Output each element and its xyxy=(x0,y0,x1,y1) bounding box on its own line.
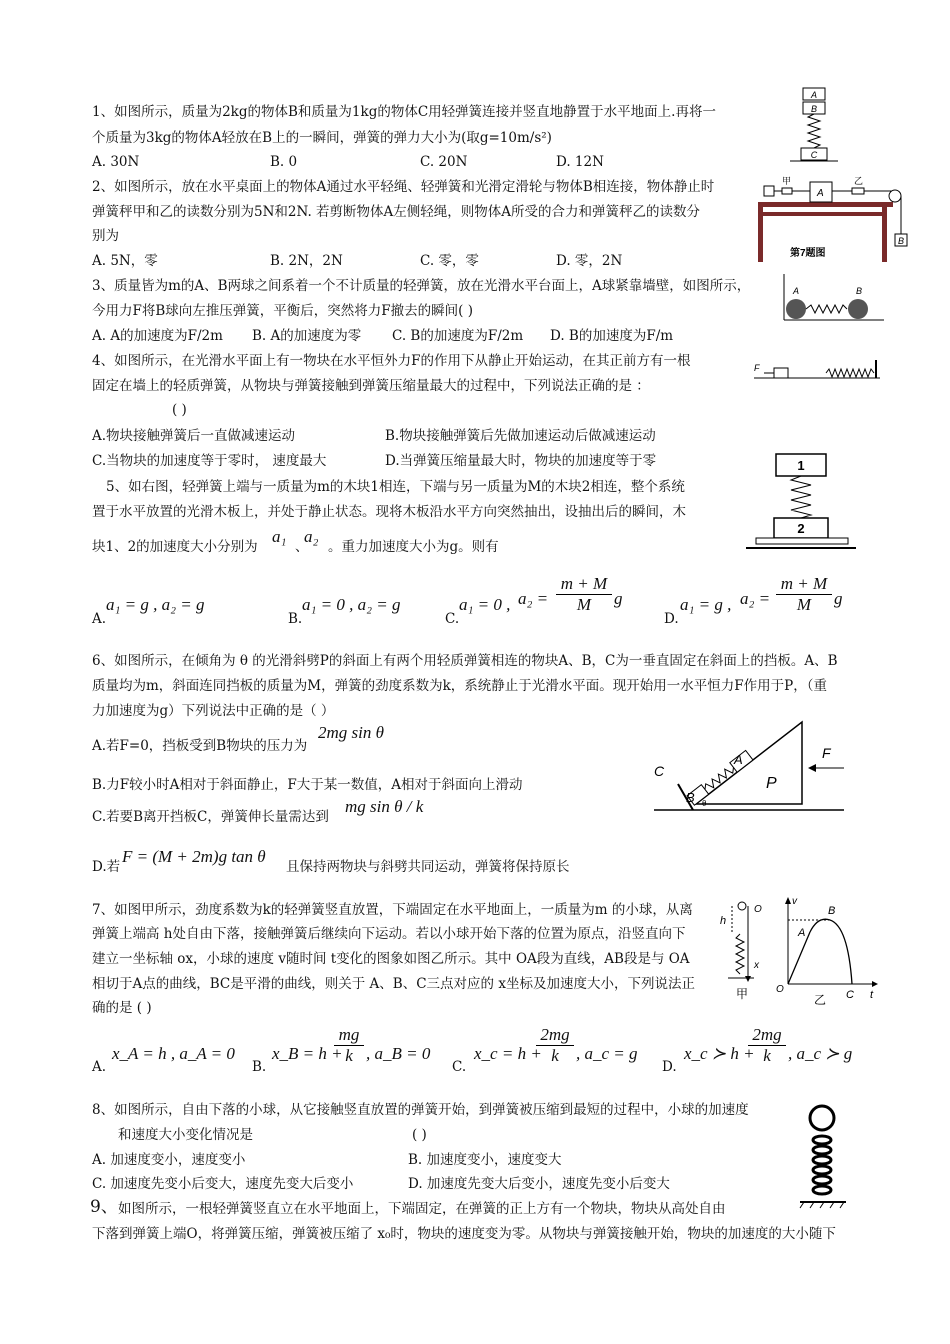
q4-line1: 4、如图所示，在光滑水平面上有一物块在水平恒外力F的作用下从静止开始运动，在其正前方有一根 xyxy=(92,353,691,369)
q8-ball xyxy=(810,1106,834,1130)
q3-line1: 3、质量皆为m的A、B两球之间系着一个不计质量的轻弹簧，放在光滑水平台面上，A球紧靠墙壁，如图所示， xyxy=(92,278,751,294)
q7-option-b-label: B. xyxy=(252,1059,267,1075)
q5-label-1: 1 xyxy=(797,458,805,473)
q6-line1: 6、如图所示，在倾角为 θ 的光滑斜劈P的斜面上有两个用轻质弹簧相连的物块A、B，C为一垂直固定在斜面上的挡板。A、B xyxy=(92,653,838,669)
q6-label-p: P xyxy=(766,775,777,792)
q1-option-d: D. 12N xyxy=(556,154,604,170)
q2-option-c: C. 零，零 xyxy=(420,253,479,269)
q7-label-t: t xyxy=(870,989,874,1001)
q6-figure xyxy=(648,714,848,820)
q7-label-jia: 甲 xyxy=(736,987,749,1001)
q7-option-d-math2: , a_c ≻ g xyxy=(788,1044,853,1063)
q5-option-d-math1: a₁ = g , xyxy=(680,595,732,614)
q5-option-c-fraction xyxy=(556,574,612,615)
q5-a2-symbol: a₂ xyxy=(304,527,319,546)
q8-spring-coil-4 xyxy=(813,1166,831,1174)
q5-line1: 5、如右图，轻弹簧上端与一质量为m的木块1相连，下端与另一质量为M的木块2相连，整个系统 xyxy=(106,479,685,495)
q7-line3: 建立一坐标轴 ox，小球的速度 v随时间 t变化的图象如图乙所示。其中 OA段为直线，AB段是与 OA xyxy=(92,951,690,967)
q2-label-yi: 乙 xyxy=(854,176,864,186)
q7-option-d-math1: x_c ≻ h + xyxy=(684,1044,755,1063)
q5-option-a-math: a₁ = g , a₂ = g xyxy=(106,595,205,614)
q5-option-c-numerator: m + M xyxy=(556,574,612,595)
q2-line3: 别为 xyxy=(92,228,119,244)
q2-label-b: B xyxy=(898,236,905,246)
q5-option-b-label: B. xyxy=(288,611,303,627)
q6-option-b: B.力F较小时A相对于斜面静止，F大于某一数值，A相对于斜面向上滑动 xyxy=(92,777,523,793)
q7-option-c-math1: x_c = h + xyxy=(474,1044,542,1063)
q5-line2: 置于水平放置的光滑木板上，并处于静止状态。现将木板沿水平方向突然抽出，设抽出后的瞬间，木 xyxy=(92,504,686,520)
q5-board xyxy=(756,538,848,544)
q4-option-b: B.物块接触弹簧后先做加速运动后做减速运动 xyxy=(385,428,656,444)
q9-line2: 下落到弹簧上端O，将弹簧压缩，弹簧被压缩了 x₀时，物块的速度变为零。从物块与弹簧接触开始，物块的加速度的大小随下 xyxy=(92,1226,836,1242)
q2-label-a: A xyxy=(817,188,824,199)
q6-option-c-math: mg sin θ / k xyxy=(345,797,424,816)
q4-option-c: C.当物块的加速度等于零时， 速度最大 xyxy=(92,453,327,469)
q7-curve-ab xyxy=(810,919,830,932)
q7-option-d-label: D. xyxy=(662,1059,677,1075)
q7-label-h: h xyxy=(720,915,727,927)
q3-option-c: C. B的加速度为F/2m xyxy=(392,328,524,344)
q5-label-2: 2 xyxy=(797,521,805,536)
q5-line3-start: 块1、2的加速度大小分别为 xyxy=(92,539,258,555)
q2-label-jia: 甲 xyxy=(782,176,792,186)
q7-line4: 相切于A点的曲线，BC是平滑的曲线，则关于 A、B、C三点对应的 x坐标及加速度大小，下列说法正 xyxy=(92,976,695,992)
q7-option-c-math2: , a_c = g xyxy=(576,1044,638,1063)
q2-figure-caption: 第7题图 xyxy=(790,248,826,259)
q6-label-theta: θ xyxy=(702,799,707,808)
q6-option-d-start: D.若 xyxy=(92,859,121,875)
q8-spring-coil-1 xyxy=(813,1136,831,1144)
q5-spring xyxy=(791,476,811,518)
q5-option-d-numerator: m + M xyxy=(776,574,832,595)
q4-answer-paren: ( ) xyxy=(172,402,187,418)
q7-line2: 弹簧上端高 h处自由下落，接触弹簧后继续向下运动。若以小球开始下落的位置为原点，沿竖直向下 xyxy=(92,926,686,942)
q1-label-b: B xyxy=(810,104,818,114)
q7-curve-oa xyxy=(788,932,810,984)
q5-option-d-math2: a₂ = xyxy=(740,589,771,608)
q1-label-a: A xyxy=(810,90,818,100)
q7-spring xyxy=(736,934,744,974)
q2-option-a: A. 5N，零 xyxy=(92,253,158,269)
q2-option-b: B. 2N，2N xyxy=(270,253,343,269)
q7-curve-bc xyxy=(830,920,852,984)
q6-force-arrowhead xyxy=(808,764,816,772)
q7-option-b-math2: , a_B = 0 xyxy=(366,1044,431,1063)
q7-label-o-jia: O xyxy=(754,904,762,915)
q2-figure xyxy=(752,172,912,264)
q5-option-d-denominator: M xyxy=(796,595,812,614)
q8-answer-paren: ( ) xyxy=(412,1127,427,1143)
q7-option-d-denominator: k xyxy=(763,1046,771,1065)
q5-option-c-math1: a₁ = 0 , xyxy=(459,595,511,614)
q2-table-top xyxy=(758,202,893,207)
q1-option-c: C. 20N xyxy=(420,154,468,170)
q5-option-c-denominator: M xyxy=(576,595,592,614)
q3-spring xyxy=(806,305,847,313)
q4-spring xyxy=(826,369,874,377)
q1-spring xyxy=(808,114,820,148)
q7-option-c-label: C. xyxy=(452,1059,467,1075)
q7-option-c-numerator: 2mg xyxy=(536,1025,574,1046)
q7-option-d-fraction xyxy=(748,1025,786,1066)
q2-pulley xyxy=(889,190,901,202)
q6-label-a: A xyxy=(734,752,743,767)
q7-ball xyxy=(738,902,746,910)
q6-label-c: C xyxy=(654,763,665,779)
q4-block xyxy=(774,368,788,378)
q5-figure xyxy=(744,450,858,560)
q6-option-d-math: F = (M + 2m)g tan θ xyxy=(122,847,266,866)
q8-spring-coil-3 xyxy=(813,1156,831,1164)
q7-figure xyxy=(718,892,882,1006)
q3-option-a: A. A的加速度为F/2m xyxy=(92,328,223,344)
q5-option-b-math: a₁ = 0 , a₂ = g xyxy=(302,595,401,614)
q7-v-axis-arrowhead xyxy=(785,897,791,904)
q6-line3: 力加速度为g）下列说法中正确的是（ ） xyxy=(92,703,335,719)
q7-option-c-denominator: k xyxy=(551,1046,559,1065)
q7-label-b: B xyxy=(828,905,836,917)
q8-option-b: B. 加速度变小，速度变大 xyxy=(408,1152,562,1168)
q2-scale-yi xyxy=(852,188,864,194)
q6-option-d-end: 且保持两物块与斜劈共同运动，弹簧将保持原长 xyxy=(286,859,570,875)
q9-line1: 如图所示，一根轻弹簧竖直立在水平地面上，下端固定，在弹簧的正上方有一个物块，物块从高处自由 xyxy=(118,1201,726,1217)
q2-line2: 弹簧秤甲和乙的读数分别为5N和2N. 若剪断物体A左侧轻绳，则物体A所受的合力和弹簧秤乙的读数分 xyxy=(92,204,701,220)
q2-line1: 2、如图所示，放在水平桌面上的物体A通过水平轻绳、轻弹簧和光滑定滑轮与物体B相连接，物体静止时 xyxy=(92,179,715,195)
q7-label-c: C xyxy=(846,989,854,1001)
q3-option-d: D. B的加速度为F/m xyxy=(550,328,674,344)
q7-label-v: v xyxy=(792,896,797,907)
q6-label-b: B xyxy=(686,790,695,805)
q1-line1: 1、如图所示，质量为2kg的物体B和质量为1kg的物体C用轻弹簧连接并竖直地静置于水平地面上.再将一 xyxy=(92,104,716,120)
q5-option-d-fraction xyxy=(776,574,832,615)
q7-t-axis-arrowhead xyxy=(872,981,878,987)
q7-option-c-fraction xyxy=(536,1025,574,1066)
q5-option-c-label: C. xyxy=(445,611,460,627)
q5-option-c-math2: a₂ = xyxy=(518,589,549,608)
q5-option-d-g: g xyxy=(834,589,843,608)
q8-line2: 和速度大小变化情况是 xyxy=(118,1127,253,1143)
q5-a1-symbol: a₁ xyxy=(272,527,287,546)
q6-line2: 质量均为m，斜面连同挡板的质量为M，弹簧的劲度系数为k，系统静止于光滑水平面。现开始用一水平恒力F作用于P，（重 xyxy=(92,678,828,694)
q5-option-d-label: D. xyxy=(664,611,679,627)
q7-line1: 7、如图甲所示，劲度系数为k的轻弹簧竖直放置，下端固定在水平地面上，一质量为m 的小球，从离 xyxy=(92,902,693,918)
q8-spring-coil-5 xyxy=(813,1176,831,1184)
q7-option-b-numerator: mg xyxy=(334,1025,364,1046)
q7-option-b-math1: x_B = h + xyxy=(272,1044,343,1063)
q3-option-b: B. A的加速度为零 xyxy=(252,328,362,344)
q7-option-a-label: A. xyxy=(92,1059,107,1075)
q8-option-d: D. 加速度先变大后变小，速度先变小后变大 xyxy=(408,1176,670,1192)
q4-label-f: F xyxy=(754,363,760,373)
q1-label-c: C xyxy=(810,150,818,160)
q5-option-c-g: g xyxy=(614,589,623,608)
q3-line2: 今用力F将B球向左推压弹簧，平衡后，突然将力F撤去的瞬间( ) xyxy=(92,303,473,319)
q2-table-leg-right xyxy=(882,207,887,262)
q2-table-brace xyxy=(758,212,882,216)
q7-x-axis-arrowhead xyxy=(745,976,751,982)
q1-option-b: B. 0 xyxy=(270,154,298,170)
q7-option-a-math: x_A = h , a_A = 0 xyxy=(112,1044,235,1063)
q3-label-b: B xyxy=(856,286,863,296)
q4-option-a: A.物块接触弹簧后一直做减速运动 xyxy=(92,428,296,444)
q5-option-a-label: A. xyxy=(92,611,107,627)
q2-scale-jia xyxy=(782,188,792,194)
q3-ball-a xyxy=(786,299,806,319)
q7-line5: 确的是 ( ) xyxy=(92,1000,152,1016)
q7-label-x: x xyxy=(754,960,759,971)
q7-option-b-denominator: k xyxy=(345,1046,353,1065)
q3-label-a: A xyxy=(793,286,800,296)
q7-label-o-yi: O xyxy=(776,984,784,995)
q4-option-d: D.当弹簧压缩量最大时，物块的加速度等于零 xyxy=(385,453,657,469)
q7-option-b-fraction xyxy=(334,1025,364,1066)
q8-spring-coil-2 xyxy=(813,1146,831,1154)
q1-option-a: A. 30N xyxy=(92,154,140,170)
q2-option-d: D. 零，2N xyxy=(556,253,623,269)
q7-label-a: A xyxy=(798,927,806,939)
q2-wall-block xyxy=(764,186,774,196)
q3-ball-b xyxy=(848,299,868,319)
q5-line3-sep: 、 xyxy=(295,539,309,555)
q1-line2: 个质量为3kg的物体A轻放在B上的一瞬间，弹簧的弹力大小为(取g=10m/s²) xyxy=(92,130,552,146)
q8-option-a: A. 加速度变小，速度变小 xyxy=(92,1152,246,1168)
q7-option-d-numerator: 2mg xyxy=(748,1025,786,1046)
q6-label-f: F xyxy=(822,745,831,761)
q8-figure xyxy=(798,1104,848,1216)
q9-number: 9、 xyxy=(90,1197,118,1217)
q8-line1: 8、如图所示，自由下落的小球，从它接触竖直放置的弹簧开始，到弹簧被压缩到最短的过程中，小球的加速度 xyxy=(92,1102,749,1118)
q3-figure xyxy=(776,272,888,328)
q7-label-yi: 乙 xyxy=(814,993,827,1006)
q4-line2: 固定在墙上的轻质弹簧，从物块与弹簧接触到弹簧压缩量最大的过程中，下列说法正确的是 ： xyxy=(92,378,650,394)
q6-option-a: A.若F=0，挡板受到B物块的压力为 xyxy=(92,738,308,754)
q8-spring-coil-6 xyxy=(813,1186,831,1194)
q1-figure xyxy=(790,86,838,166)
q6-option-a-math: 2mg sin θ xyxy=(318,723,384,742)
q5-line3-end: 。重力加速度大小为g。则有 xyxy=(328,539,499,555)
q6-option-c: C.若要B离开挡板C，弹簧伸长量需达到 xyxy=(92,809,329,825)
q4-figure xyxy=(752,354,884,384)
q8-option-c: C. 加速度先变小后变大，速度先变大后变小 xyxy=(92,1176,354,1192)
